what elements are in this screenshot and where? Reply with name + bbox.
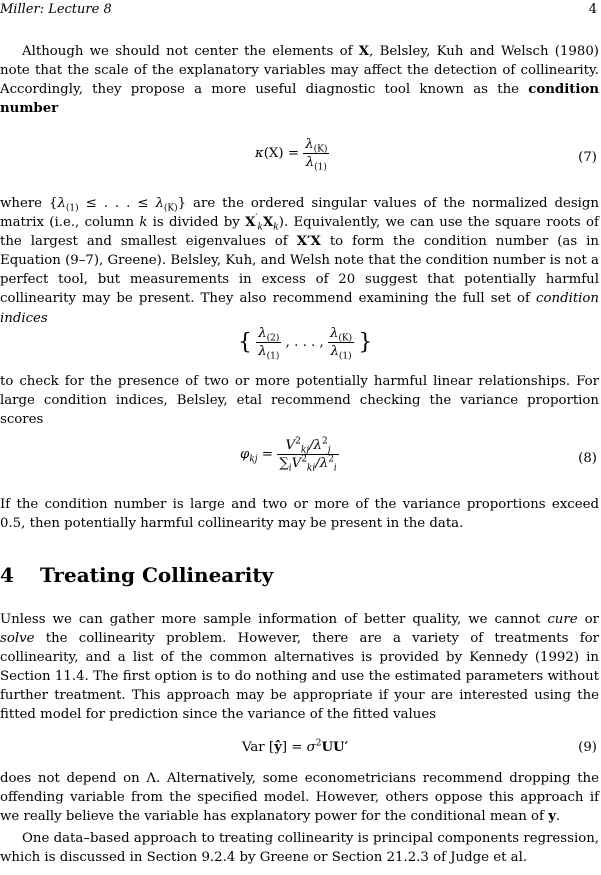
lambda: λ [329,326,339,341]
emphasis-solve: solve [0,631,35,647]
page-number: 4 [588,2,597,17]
paragraph-condition-number [0,194,599,328]
text: or [577,612,599,627]
equation-body [242,738,348,757]
equals-sign: = [287,146,299,161]
subscript: (K) [313,144,328,155]
text: ≤ . . . ≤ [78,196,156,211]
numerator [277,437,339,455]
subscript: (1) [338,351,352,362]
paragraph-principal-components [0,829,599,867]
matrix-symbol: X [245,215,256,231]
superscript: 2 [328,454,334,465]
matrix-product: X′X [296,234,321,250]
subscript: ki [306,463,316,474]
var-V: V [285,438,296,453]
subscript: j [327,445,331,456]
superscript: 2 [301,454,307,465]
text: is divided by [147,215,246,231]
subscript: kj [300,445,310,456]
subscript: (K) [163,203,178,214]
ellipsis: , . . . , [285,335,324,350]
lambda: λ [330,344,339,359]
subscript: (1) [314,162,327,173]
text: , Belsley, Kuh and Welsch (1980) note that the scale of the explanatory variables may affect the detection of collinearity. Accordingly, they propose a more useful diagnostic tool known as the [0,44,599,98]
denominator [303,154,329,171]
denominator [256,343,281,360]
equation-body [255,136,329,171]
subscript: (K) [338,333,353,344]
equation-number: (7) [578,150,597,165]
equation-8 [0,437,599,481]
subscript: (2) [266,333,280,344]
yhat-symbol: ŷ [274,740,282,755]
page-header [0,0,601,16]
term-condition-indices: condition indices [0,291,599,326]
subscript: kj [249,454,258,465]
equation-number: (9) [578,740,597,755]
superscript: 2 [315,738,322,749]
equation-7 [0,136,599,176]
vector-y: y [548,809,556,825]
text: to form the condition number (as in Equation (9–7), Greene). Belsley, Kuh, and Welsh note that the condition number is not a perfect tool, but measurements in excess of 20 suggest that potentially harmful collinearity may be present. They also recommend examining the full set of [0,234,599,307]
lambda: λ [57,196,66,211]
var-operator: Var [ [242,740,275,755]
text: the collinearity problem. However, there are a variety of treatments for collinearity, and a list of the common alternatives is provided by Kennedy (1992) in Section 11.4. The first option is to do nothing and use the estimated parameters without further treatment. This approach may be appropriate if your are interested using the fitted model for prediction since the variance of the fitted values [0,631,599,723]
lambda: λ [305,137,314,152]
denominator [277,455,339,472]
fraction [277,437,339,472]
paragraph-conclusion [0,495,599,533]
left-brace: { [238,329,252,355]
equals-sign: = [261,447,273,462]
eq-arg: (X) [263,146,284,161]
matrix-symbol: X [358,44,370,59]
fraction [303,136,329,171]
var-V: V [291,456,302,471]
paragraph-variance-proportions [0,372,599,429]
equation-body [240,437,339,472]
text: ). Equivalently, we can use the square roots of the largest and smallest eigenvalues of [0,215,599,250]
equation-9 [0,734,599,762]
term-condition-number: condition number [0,82,599,117]
lambda: /λ [315,456,329,471]
paragraph-treatments [0,610,599,725]
subscript: k [257,222,263,233]
emphasis-cure: cure [547,612,578,627]
text: does not depend on Λ. Alternatively, some econometricians recommend dropping the offending variable from the specified model. However, others oppose this approach if we really believe the variable has explanatory power for the conditional mean of [0,771,599,825]
matrix-product: UU′ [321,740,349,755]
numerator [256,325,281,343]
section-number: 4 [0,563,14,587]
subscript: (1) [266,351,280,362]
section-title: Treating Collinearity [40,563,274,587]
sigma-symbol: σ [306,740,316,755]
text: where { [0,196,58,211]
index-k: k [139,215,148,231]
condition-indices-set [0,325,599,369]
text: One data–based approach to treating collinearity is principal components regression, which is discussed in Section 9.2.4 by Greene or Section 21.2.3 of Judge et al. [0,831,599,866]
text: If the condition number is large and two or more of the variance proportions exceed 0.5, then potentially harmful collinearity may be present in the data. [0,497,599,532]
subscript: k [273,222,279,233]
section-heading [0,563,274,587]
text: } are the ordered singular values of the normalized design matrix (i.e., column [0,196,599,231]
set-body [238,325,372,360]
paragraph-intro [0,42,599,118]
phi-symbol: φ [240,447,250,462]
text: . [555,809,561,825]
kappa-symbol: κ [255,146,264,161]
denominator [328,343,354,360]
lambda: λ [258,344,267,359]
equation-number: (8) [578,451,597,466]
lambda: λ [258,326,267,341]
numerator [328,325,354,343]
subscript: (1) [65,203,79,214]
fraction [328,325,354,360]
superscript: 2 [295,436,301,447]
running-head: Miller: Lecture 8 [0,2,112,17]
text: ] = [281,740,307,755]
subscript: i [333,463,337,474]
paragraph-dropping-variable [0,769,599,826]
lambda: /λ [309,438,322,453]
text: Unless we can gather more sample information of better quality, we cannot [0,612,548,627]
numerator [303,136,329,154]
superscript: 2 [321,436,328,447]
subscript: i [288,463,292,474]
fraction [256,325,281,360]
matrix-symbol: X [262,215,274,231]
sum-symbol: ∑ [279,456,289,471]
right-brace: } [358,329,373,355]
lambda: λ [305,155,315,170]
prime: ′ [255,213,258,224]
lambda: λ [155,196,164,211]
text: to check for the presence of two or more potentially harmful linear relationships. For large condition indices, Belsley, etal recommend checking the variance proportion scores [0,374,599,428]
text: Although we should not center the elements of [22,44,359,59]
